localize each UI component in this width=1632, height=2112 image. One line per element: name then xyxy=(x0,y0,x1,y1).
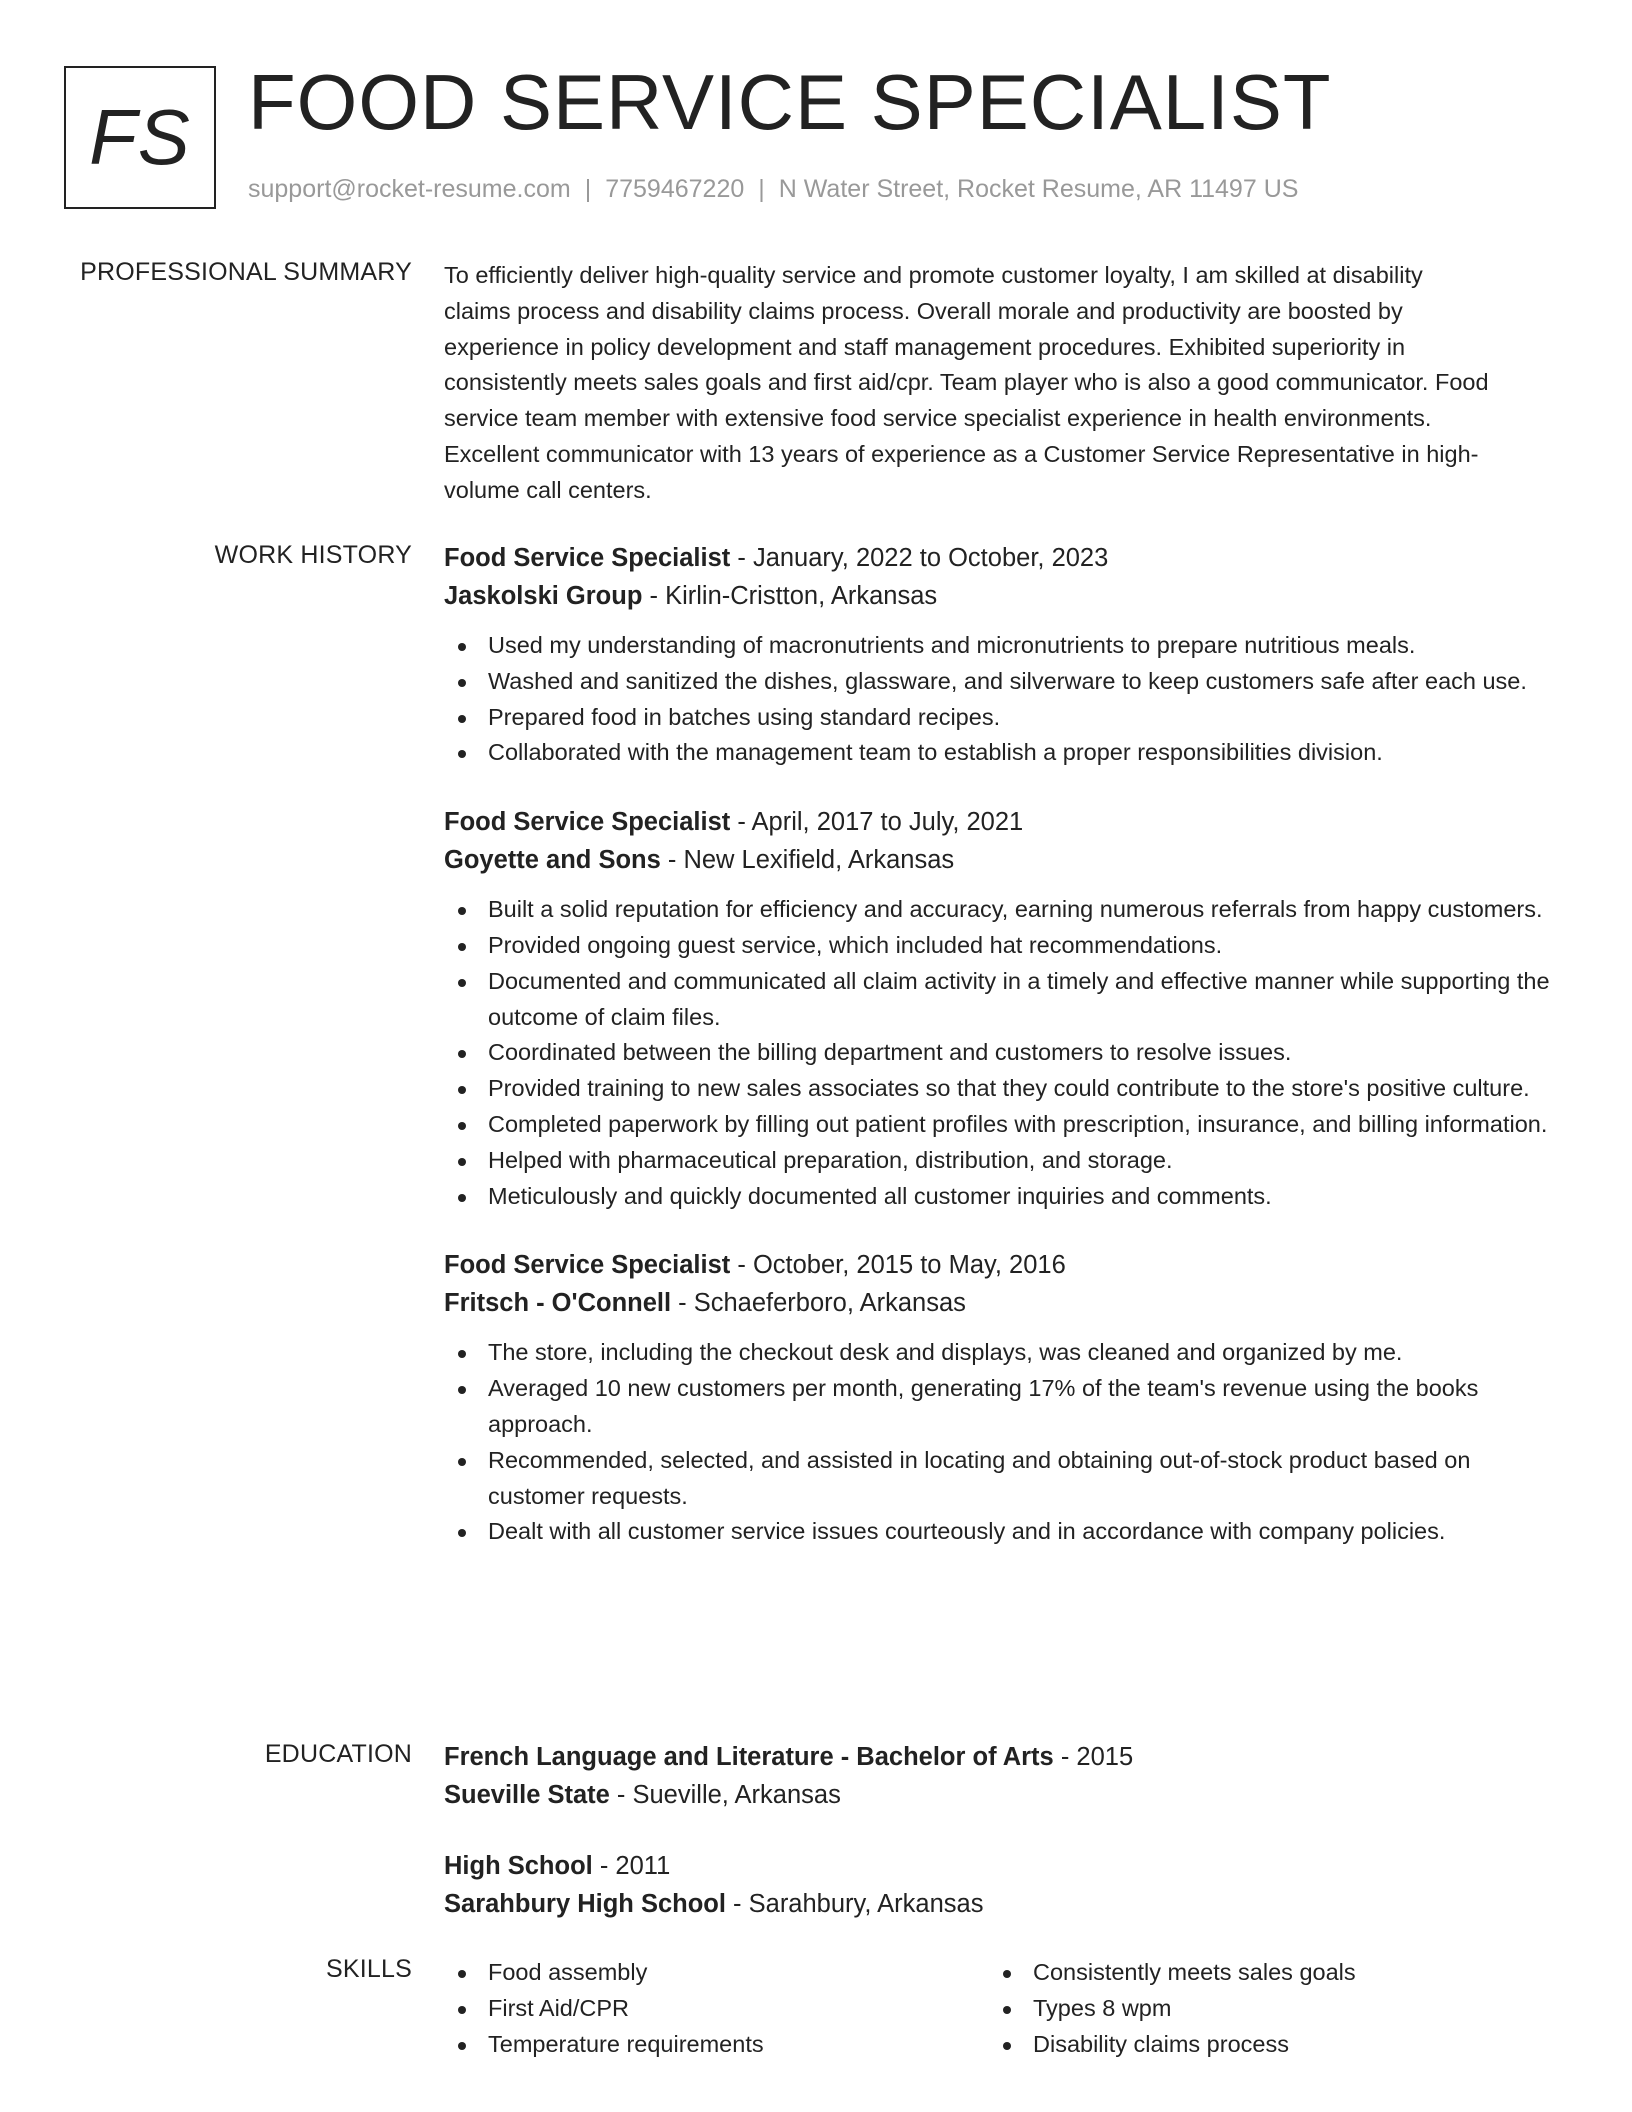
monogram-initials: FS xyxy=(89,93,191,181)
education-year: - 2011 xyxy=(592,1852,671,1880)
summary-line: claims process and disability claims process. Overall morale and productivity are boosted by xyxy=(444,297,1403,324)
job-title: Food Service Specialist xyxy=(444,1251,731,1280)
job-bullets xyxy=(444,1335,1560,1550)
list-item: Used my understanding of macronutrients and micronutrients to prepare nutritious meals. xyxy=(444,628,1560,664)
education-school: Sarahbury High School xyxy=(444,1890,726,1918)
education-year: - 2015 xyxy=(1053,1743,1134,1771)
job-location: - Schaeferboro, Arkansas xyxy=(671,1289,966,1318)
job-dates: - October, 2015 to May, 2016 xyxy=(730,1251,1066,1280)
section-heading-education: EDUCATION xyxy=(264,1740,412,1768)
job-company: Fritsch - O'Connell xyxy=(444,1289,672,1318)
education-entry xyxy=(444,1847,1560,1923)
job-location: - New Lexifield, Arkansas xyxy=(660,846,955,875)
job-location: - Kirlin-Cristton, Arkansas xyxy=(642,582,938,610)
summary-text xyxy=(444,258,1560,509)
job-entry xyxy=(444,803,1560,1214)
education-entry xyxy=(444,1738,1560,1814)
job-dates: - April, 2017 to July, 2021 xyxy=(730,808,1024,837)
contact-address: N Water Street, Rocket Resume, AR 11497 US xyxy=(778,175,1299,203)
skill-item: First Aid/CPR xyxy=(444,1991,989,2027)
list-item: The store, including the checkout desk and displays, was cleaned and organized by me. xyxy=(444,1335,1560,1371)
skill-item: Temperature requirements xyxy=(444,2027,989,2063)
education-location: - Sueville, Arkansas xyxy=(609,1781,841,1809)
education-degree: French Language and Literature - Bachelor of Arts xyxy=(444,1743,1054,1771)
summary-line: service team member with extensive food service specialist experience in health environments. xyxy=(444,405,1432,432)
job-company: Goyette and Sons xyxy=(444,846,661,875)
list-item: Coordinated between the billing department and customers to resolve issues. xyxy=(444,1035,1560,1071)
skills-column-right xyxy=(989,1955,1534,2062)
skill-item: Food assembly xyxy=(444,1955,989,1991)
section-heading-skills: SKILLS xyxy=(326,1955,412,1983)
job-title: Food Service Specialist xyxy=(444,808,731,837)
list-item: Washed and sanitized the dishes, glassware, and silverware to keep customers safe after each use. xyxy=(444,664,1560,700)
summary-line: volume call centers. xyxy=(444,476,652,503)
monogram-badge xyxy=(64,66,216,209)
resume-name-title: FOOD SERVICE SPECIALIST xyxy=(248,58,1332,146)
job-dates: - January, 2022 to October, 2023 xyxy=(730,544,1109,572)
job-entry xyxy=(444,539,1560,771)
list-item: Helped with pharmaceutical preparation, distribution, and storage. xyxy=(444,1143,1560,1179)
contact-email[interactable]: support@rocket-resume.com xyxy=(248,175,571,203)
list-item: Provided ongoing guest service, which included hat recommendations. xyxy=(444,928,1560,964)
list-item: Recommended, selected, and assisted in locating and obtaining out-of-stock product based on customer requests. xyxy=(444,1443,1560,1515)
education-degree: High School xyxy=(444,1852,593,1880)
list-item: Dealt with all customer service issues courteously and in accordance with company policies. xyxy=(444,1514,1560,1550)
job-entry xyxy=(444,1246,1560,1550)
contact-phone[interactable]: 7759467220 xyxy=(605,175,745,203)
summary-line: experience in policy development and staff management procedures. Exhibited superiority in xyxy=(444,333,1406,360)
job-bullets xyxy=(444,892,1560,1214)
contact-line xyxy=(248,173,1298,205)
job-title: Food Service Specialist xyxy=(444,544,731,572)
skill-item: Disability claims process xyxy=(989,2027,1534,2063)
contact-separator: | xyxy=(584,175,592,203)
list-item: Meticulously and quickly documented all customer inquiries and comments. xyxy=(444,1179,1560,1215)
summary-line: To efficiently deliver high-quality service and promote customer loyalty, I am skilled at disability xyxy=(444,262,1423,288)
skill-item: Consistently meets sales goals xyxy=(989,1955,1534,1991)
job-bullets xyxy=(444,628,1560,771)
job-company: Jaskolski Group xyxy=(444,582,643,610)
education-school: Sueville State xyxy=(444,1781,610,1809)
skills-column-left xyxy=(444,1955,989,2062)
summary-line: consistently meets sales goals and first aid/cpr. Team player who is also a good communicator. Food xyxy=(444,369,1489,396)
skill-item: Types 8 wpm xyxy=(989,1991,1534,2027)
list-item: Documented and communicated all claim activity in a timely and effective manner while supporting the outcome of claim files. xyxy=(444,964,1560,1036)
list-item: Averaged 10 new customers per month, generating 17% of the team's revenue using the books approach. xyxy=(444,1371,1560,1443)
list-item: Completed paperwork by filling out patient profiles with prescription, insurance, and billing information. xyxy=(444,1107,1560,1143)
section-heading-summary: PROFESSIONAL SUMMARY xyxy=(80,258,412,286)
list-item: Prepared food in batches using standard recipes. xyxy=(444,700,1560,736)
section-heading-work-history: WORK HISTORY xyxy=(214,541,412,569)
summary-line: Excellent communicator with 13 years of experience as a Customer Service Representative in high- xyxy=(444,440,1479,467)
education-location: - Sarahbury, Arkansas xyxy=(725,1890,984,1918)
list-item: Collaborated with the management team to establish a proper responsibilities division. xyxy=(444,735,1560,771)
list-item: Provided training to new sales associates so that they could contribute to the store's positive culture. xyxy=(444,1071,1560,1107)
list-item: Built a solid reputation for efficiency and accuracy, earning numerous referrals from happy customers. xyxy=(444,892,1560,928)
contact-separator: | xyxy=(758,175,765,203)
